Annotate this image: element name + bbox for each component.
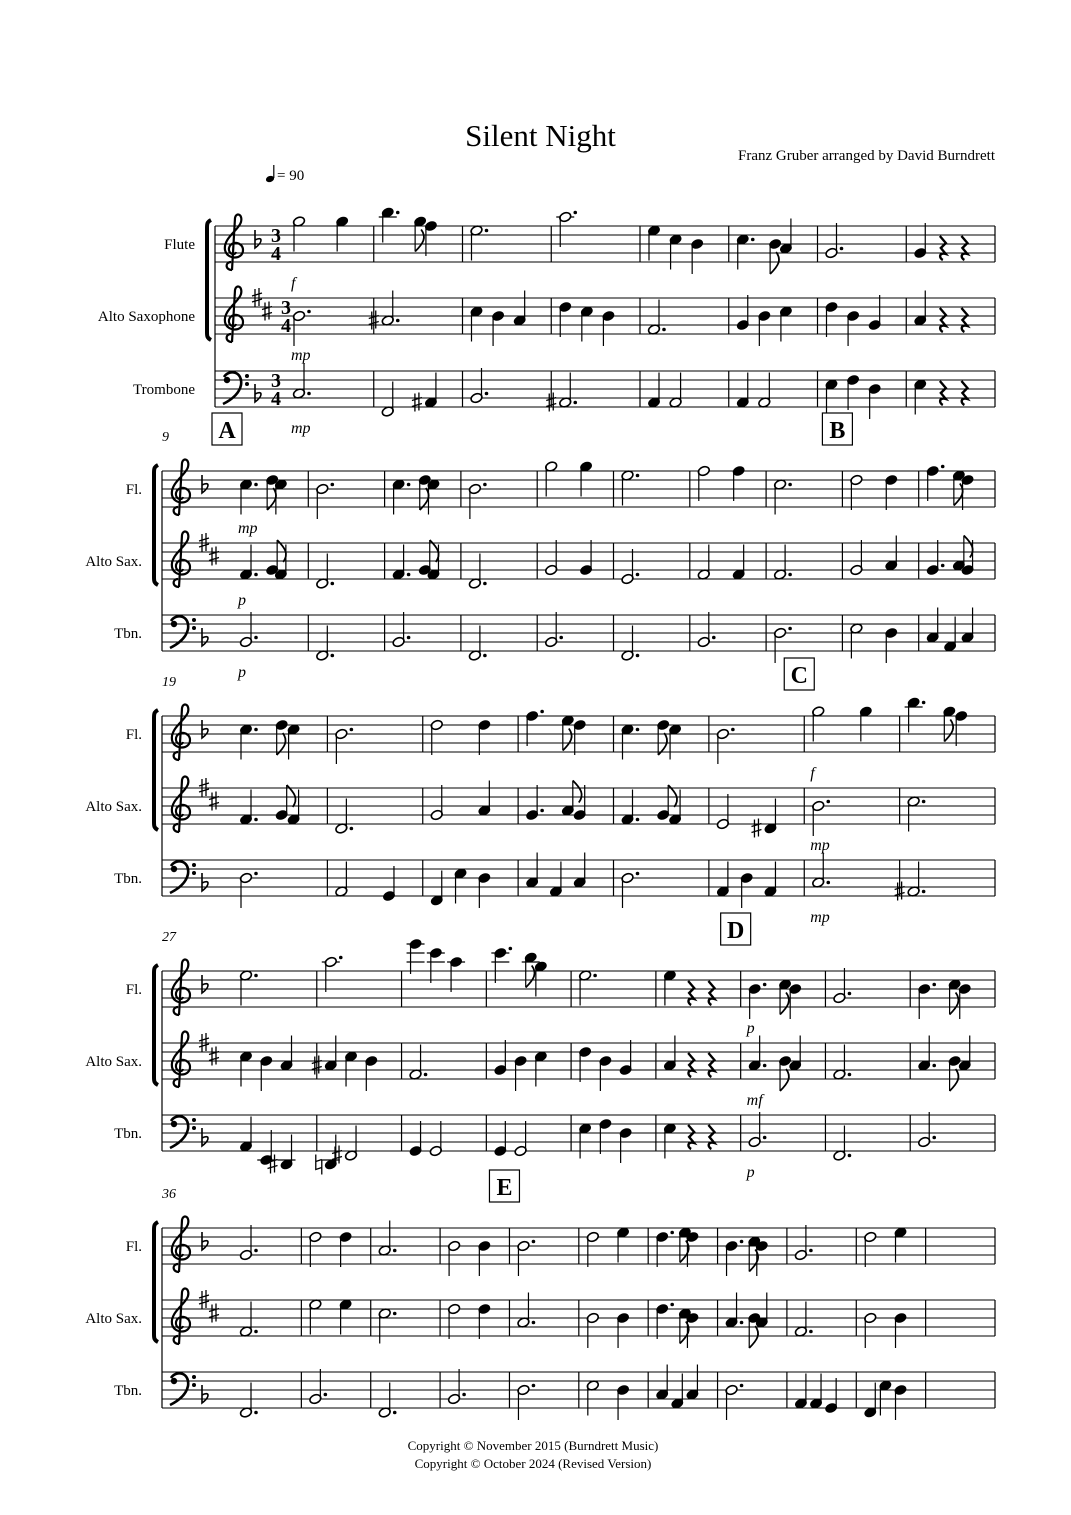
augmentation-dot xyxy=(636,474,640,478)
dynamic-f: f xyxy=(810,765,815,782)
augmentation-dot xyxy=(407,636,411,640)
augmentation-dot xyxy=(393,1411,397,1415)
instrument-label: Tbn. xyxy=(114,871,142,887)
augmentation-dot xyxy=(509,947,513,951)
dynamic-f: f xyxy=(291,275,296,292)
system-1 xyxy=(98,207,995,437)
augmentation-dot xyxy=(848,1073,852,1077)
augmentation-dot xyxy=(254,573,258,577)
augmentation-dot xyxy=(393,1249,397,1253)
sharp-icon xyxy=(209,547,219,566)
sharp-icon xyxy=(209,792,219,811)
augmentation-dot xyxy=(763,1136,767,1140)
augmentation-dot xyxy=(826,800,830,804)
bass-clef-dot xyxy=(192,863,196,867)
dynamic-mp: mp xyxy=(291,420,311,437)
measure-number: 19 xyxy=(162,675,176,690)
augmentation-dot xyxy=(307,392,311,396)
augmentation-dot xyxy=(462,1393,466,1397)
sharp-icon xyxy=(209,1304,219,1323)
bass-clef-dot xyxy=(192,1383,196,1387)
rehearsal-letter: C xyxy=(790,663,808,689)
augmentation-dot xyxy=(751,238,755,242)
time-signature-numerator: 3 xyxy=(271,370,281,392)
augmentation-dot xyxy=(407,573,411,577)
flat-icon xyxy=(202,975,208,993)
augmentation-dot xyxy=(532,1240,536,1244)
copyright-line-2: Copyright © October 2024 (Revised Version) xyxy=(414,1456,652,1471)
quarter-rest xyxy=(961,236,967,260)
augmentation-dot xyxy=(254,483,258,487)
augmentation-dot xyxy=(254,1411,258,1415)
copyright-line-1: Copyright © November 2015 (Burndrett Music) xyxy=(407,1438,659,1453)
bass-clef-icon xyxy=(171,1378,177,1384)
augmentation-dot xyxy=(670,1303,674,1307)
flat-icon xyxy=(202,628,208,646)
augmentation-dot xyxy=(331,483,335,487)
rehearsal-letter: A xyxy=(218,418,236,444)
bass-clef-dot xyxy=(192,871,196,875)
augmentation-dot xyxy=(254,974,258,978)
augmentation-dot xyxy=(483,654,487,658)
augmentation-dot xyxy=(424,1073,428,1077)
note-flag xyxy=(954,484,963,506)
bass-clef-icon xyxy=(171,1121,177,1127)
augmentation-dot xyxy=(662,328,666,332)
bass-clef-dot xyxy=(192,1118,196,1122)
augmentation-dot xyxy=(636,818,640,822)
bass-clef-dot xyxy=(192,618,196,622)
augmentation-dot xyxy=(573,211,577,215)
flat-icon xyxy=(202,475,208,493)
instrument-label: Alto Sax. xyxy=(85,554,142,570)
copyright-footer xyxy=(0,1437,1066,1473)
augmentation-dot xyxy=(740,1384,744,1388)
staff-trombone xyxy=(114,853,995,909)
note-flag xyxy=(944,720,953,742)
augmentation-dot xyxy=(922,701,926,705)
augmentation-dot xyxy=(636,573,640,577)
rehearsal-mark-a xyxy=(212,413,242,445)
time-signature-denominator: 4 xyxy=(281,315,291,337)
instrument-label: Fl. xyxy=(125,1239,142,1255)
sharp-icon xyxy=(262,302,272,321)
system-5 xyxy=(85,1170,995,1420)
augmentation-dot xyxy=(731,728,735,732)
augmentation-dot xyxy=(393,1312,397,1316)
augmentation-dot xyxy=(941,564,945,568)
augmentation-dot xyxy=(532,1321,536,1325)
flat-icon xyxy=(202,1128,208,1146)
bass-clef-dot xyxy=(245,374,249,378)
augmentation-dot xyxy=(922,890,926,894)
augmentation-dot xyxy=(826,881,830,885)
augmentation-dot xyxy=(559,636,563,640)
instrument-label: Tbn. xyxy=(114,1126,142,1142)
staff-bracket xyxy=(154,465,158,585)
augmentation-dot xyxy=(350,827,354,831)
augmentation-dot xyxy=(670,1231,674,1235)
augmentation-dot xyxy=(331,582,335,586)
quarter-rest xyxy=(961,381,967,405)
augmentation-dot xyxy=(350,728,354,732)
bass-clef-dot xyxy=(192,1126,196,1130)
augmentation-dot xyxy=(763,983,767,987)
flat-icon xyxy=(202,1385,208,1403)
augmentation-dot xyxy=(339,956,343,960)
note-flag xyxy=(780,1069,789,1091)
augmentation-dot xyxy=(932,1136,936,1140)
tempo-value: = 90 xyxy=(277,168,305,184)
staff-trombone xyxy=(114,1365,995,1421)
quarter-rest xyxy=(940,236,946,260)
staff-trombone xyxy=(133,364,995,420)
augmentation-dot xyxy=(254,636,258,640)
rehearsal-letter: B xyxy=(829,418,846,444)
instrument-label: Fl. xyxy=(125,482,142,498)
natural-icon xyxy=(316,1155,322,1175)
staff-bracket xyxy=(154,1222,158,1342)
note-flag xyxy=(749,1326,758,1348)
staff-flute xyxy=(126,938,995,1019)
instrument-label: Fl. xyxy=(125,727,142,743)
augmentation-dot xyxy=(788,627,792,631)
augmentation-dot xyxy=(788,483,792,487)
page-title: Silent Night xyxy=(465,118,616,153)
note-flag xyxy=(950,1069,959,1091)
time-signature-numerator: 3 xyxy=(271,225,281,247)
bass-clef-icon xyxy=(224,377,230,383)
quarter-rest xyxy=(708,981,714,1005)
time-signature-numerator: 3 xyxy=(281,297,291,319)
augmentation-dot xyxy=(407,483,411,487)
staff-flute xyxy=(126,1217,995,1276)
dynamic-p: p xyxy=(238,664,246,681)
augmentation-dot xyxy=(636,728,640,732)
augmentation-dot xyxy=(932,983,936,987)
rehearsal-letter: E xyxy=(496,1175,513,1201)
augmentation-dot xyxy=(396,211,400,215)
quarter-rest xyxy=(688,1053,694,1077)
augmentation-dot xyxy=(636,872,640,876)
note-flag xyxy=(770,252,779,274)
staff-alto-saxophone xyxy=(85,532,995,590)
instrument-label: Alto Sax. xyxy=(85,1054,142,1070)
staff-bracket xyxy=(154,965,158,1085)
staff-alto-saxophone xyxy=(85,1289,995,1348)
augmentation-dot xyxy=(324,1393,328,1397)
quarter-rest xyxy=(961,308,967,332)
sharp-icon xyxy=(412,393,422,412)
time-signature-denominator: 4 xyxy=(271,388,281,410)
augmentation-dot xyxy=(254,818,258,822)
instrument-label: Alto Sax. xyxy=(85,799,142,815)
staff-alto-saxophone xyxy=(98,287,995,346)
measure-number: 36 xyxy=(162,1187,176,1202)
augmentation-dot xyxy=(483,483,487,487)
rehearsal-mark-d xyxy=(721,913,751,945)
augmentation-dot xyxy=(809,1330,813,1334)
augmentation-dot xyxy=(636,654,640,658)
quarter-rest xyxy=(688,1125,694,1149)
augmentation-dot xyxy=(763,1064,767,1068)
augmentation-dot xyxy=(540,809,544,813)
flat-icon xyxy=(255,384,261,402)
augmentation-dot xyxy=(485,392,489,396)
augmentation-dot xyxy=(532,1384,536,1388)
composer-credit: Franz Gruber arranged by David Burndrett xyxy=(738,148,995,164)
augmentation-dot xyxy=(809,1249,813,1253)
staff-alto-saxophone xyxy=(85,1032,995,1091)
augmentation-dot xyxy=(331,654,335,658)
quarter-rest xyxy=(940,381,946,405)
instrument-label: Trombone xyxy=(133,382,195,398)
staff-flute xyxy=(126,697,995,764)
augmentation-dot xyxy=(254,728,258,732)
staff-flute xyxy=(164,207,995,274)
augmentation-dot xyxy=(740,1321,744,1325)
bass-clef-icon xyxy=(171,866,177,872)
quarter-rest xyxy=(688,981,694,1005)
bass-clef-dot xyxy=(192,626,196,630)
note-flag xyxy=(526,966,535,988)
system-4 xyxy=(85,913,995,1181)
system-3 xyxy=(85,658,995,926)
note-flag xyxy=(780,993,789,1015)
augmentation-dot xyxy=(941,465,945,469)
dynamic-mp: mp xyxy=(238,520,258,537)
augmentation-dot xyxy=(540,710,544,714)
sharp-icon xyxy=(209,1047,219,1066)
flat-icon xyxy=(202,1232,208,1250)
flat-icon xyxy=(202,720,208,738)
augmentation-dot xyxy=(396,319,400,323)
augmentation-dot xyxy=(307,310,311,314)
flat-icon xyxy=(202,873,208,891)
rehearsal-mark-b xyxy=(822,413,852,445)
staff-bracket xyxy=(154,710,158,830)
note-flag xyxy=(573,781,582,803)
augmentation-dot xyxy=(254,1249,258,1253)
measure-number: 27 xyxy=(162,930,176,945)
dynamic-p: p xyxy=(238,592,246,609)
augmentation-dot xyxy=(485,229,489,233)
augmentation-dot xyxy=(932,1064,936,1068)
instrument-label: Fl. xyxy=(125,982,142,998)
staff-trombone xyxy=(114,608,995,664)
instrument-label: Alto Saxophone xyxy=(97,309,195,325)
staff-flute xyxy=(126,460,995,519)
augmentation-dot xyxy=(593,974,597,978)
augmentation-dot xyxy=(712,636,716,640)
augmentation-dot xyxy=(840,247,844,251)
note-flag xyxy=(415,230,424,252)
augmentation-dot xyxy=(788,573,792,577)
augmentation-dot xyxy=(254,872,258,876)
dynamic-mp: mp xyxy=(291,347,311,364)
quarter-rest xyxy=(940,308,946,332)
rehearsal-mark-e xyxy=(489,1170,519,1202)
sharp-icon xyxy=(751,819,761,838)
quarter-rest xyxy=(708,1125,714,1149)
note-flag xyxy=(563,729,572,751)
instrument-label: Tbn. xyxy=(114,626,142,642)
dynamic-mf: mf xyxy=(746,1092,763,1109)
staff-alto-saxophone xyxy=(85,777,995,838)
augmentation-dot xyxy=(483,582,487,586)
flat-icon xyxy=(255,230,261,248)
augmentation-dot xyxy=(848,1154,852,1158)
augmentation-dot xyxy=(573,401,577,405)
dynamic-p: p xyxy=(746,1164,755,1181)
dynamic-mp: mp xyxy=(810,909,830,926)
augmentation-dot xyxy=(848,992,852,996)
rehearsal-mark-c xyxy=(784,658,814,690)
dynamic-mp: mp xyxy=(810,837,830,854)
augmentation-dot xyxy=(254,1330,258,1334)
quarter-rest xyxy=(708,1053,714,1077)
instrument-label: Flute xyxy=(164,237,195,253)
augmentation-dot xyxy=(740,1240,744,1244)
staff-trombone xyxy=(114,1112,995,1175)
rehearsal-letter: D xyxy=(726,918,745,944)
instrument-label: Alto Sax. xyxy=(85,1311,142,1327)
staff-bracket xyxy=(207,220,211,340)
system-2 xyxy=(85,413,995,681)
time-signature-denominator: 4 xyxy=(271,243,281,265)
bass-clef-dot xyxy=(192,1375,196,1379)
bass-clef-dot xyxy=(245,382,249,386)
measure-number: 9 xyxy=(162,430,169,445)
note-flag xyxy=(950,993,959,1015)
instrument-label: Tbn. xyxy=(114,1383,142,1399)
bass-clef-icon xyxy=(171,621,177,627)
dynamic-p: p xyxy=(746,1020,755,1037)
note-flag xyxy=(964,536,973,558)
augmentation-dot xyxy=(922,800,926,804)
